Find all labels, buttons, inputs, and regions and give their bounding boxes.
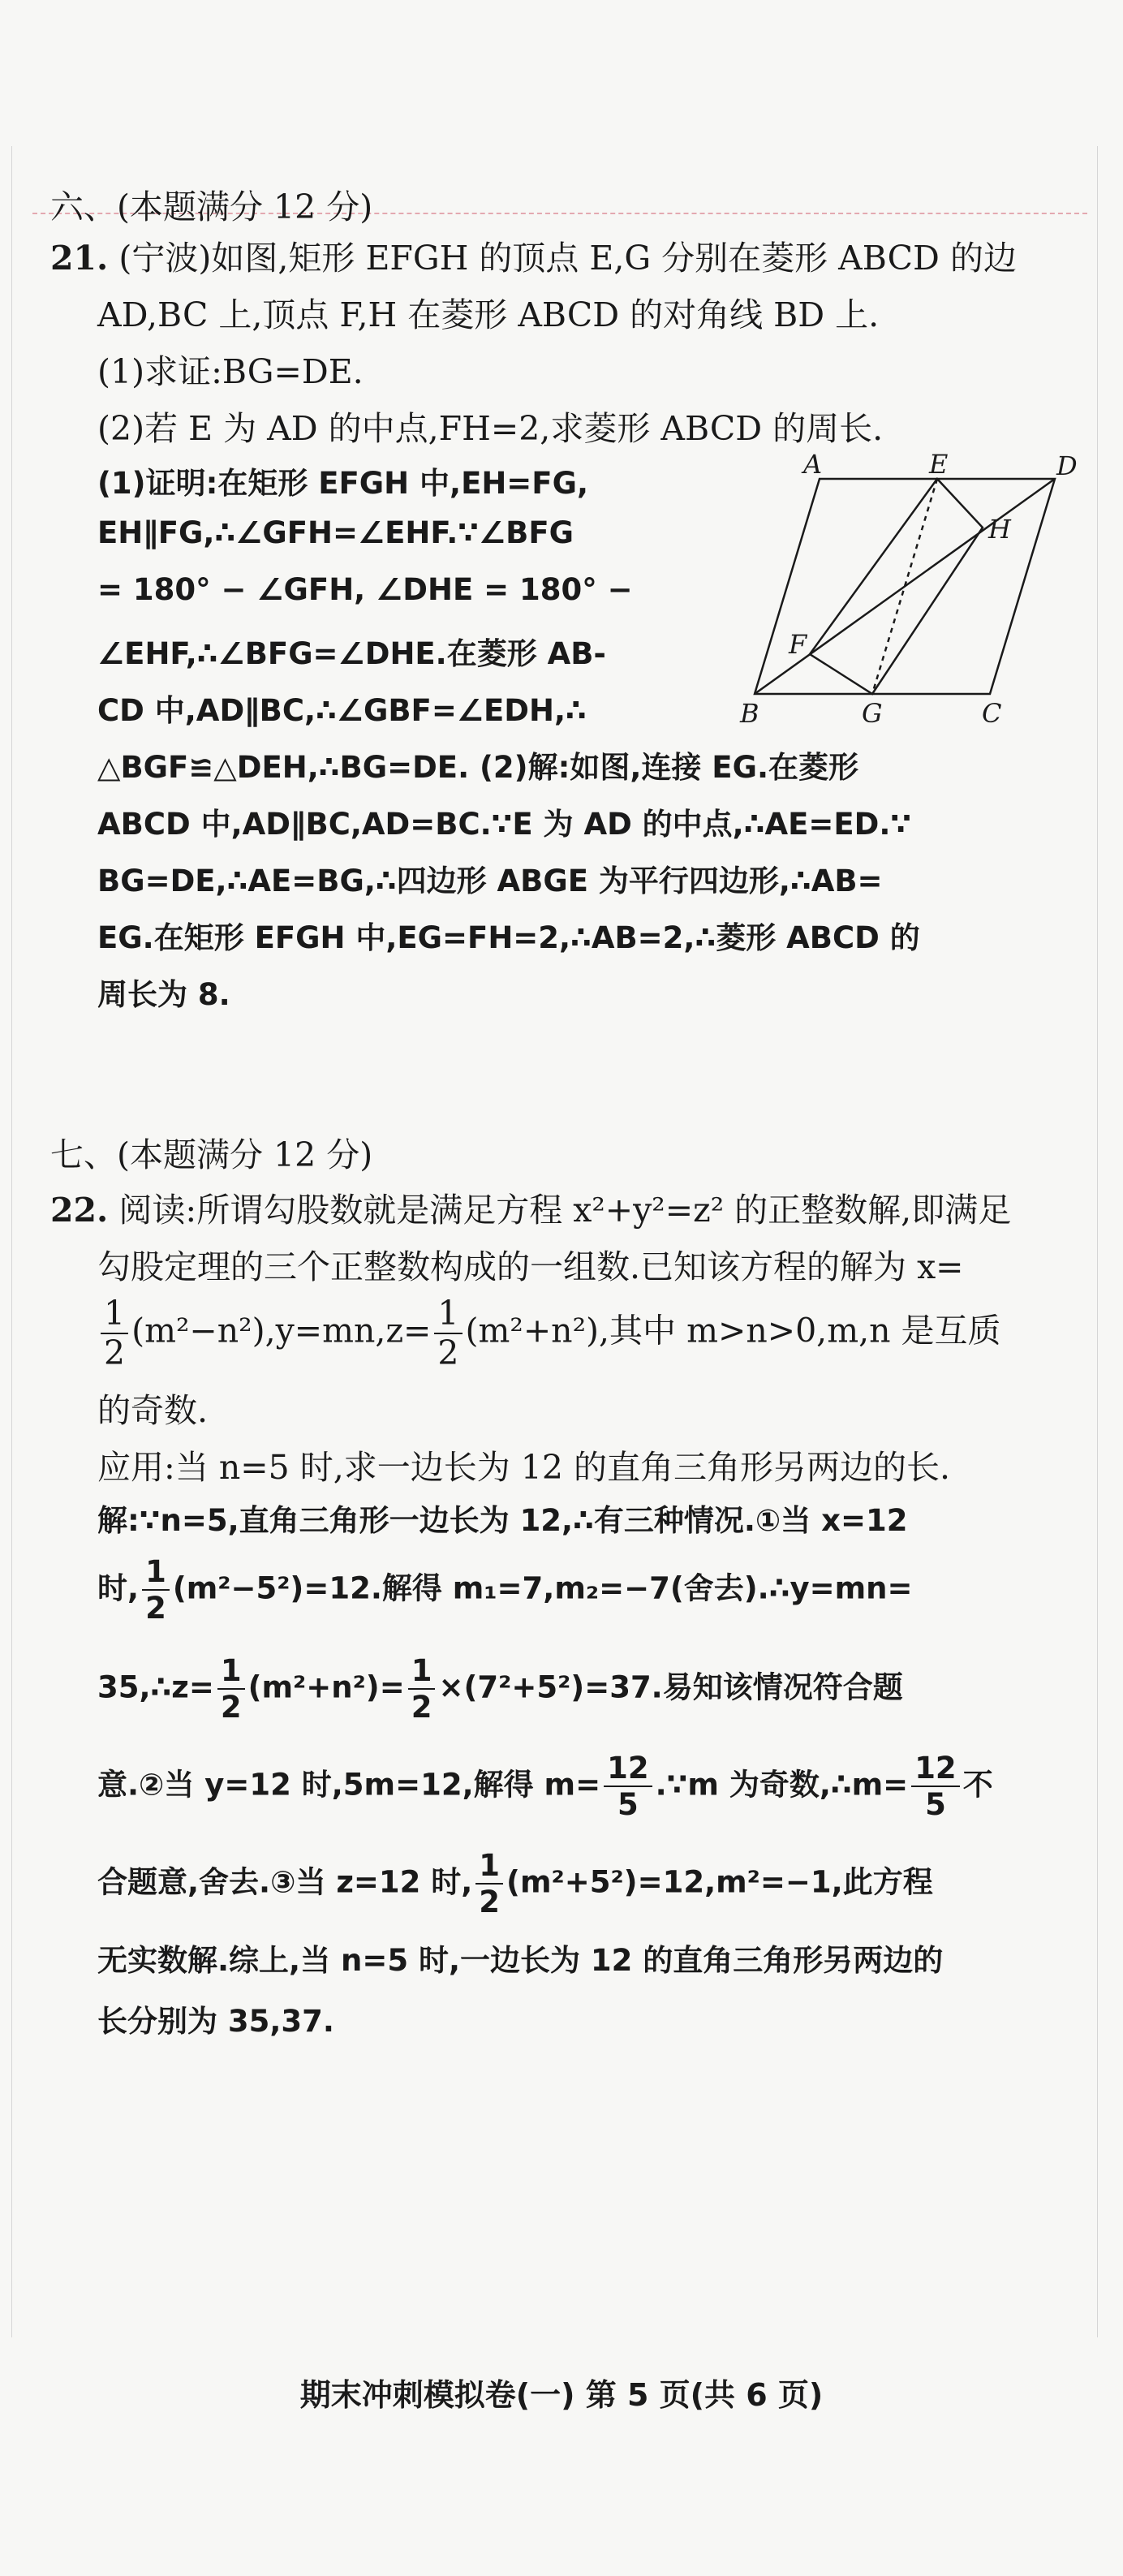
ans5-part-b: (m²+5²)=12,m²=−1,此方程 <box>506 1864 933 1900</box>
q21-line-2: AD,BC 上,顶点 F,H 在菱形 ABCD 的对角线 BD 上. <box>97 295 880 334</box>
label-c: C <box>982 698 1002 729</box>
q21-answer-line-10: 周长为 8. <box>97 977 230 1012</box>
rectangle-efgh <box>810 479 983 694</box>
q21-answer-line-9: EG.在矩形 EFGH 中,EG=FH=2,∴AB=2,∴菱形 ABCD 的 <box>97 920 920 955</box>
ans3-part-a: 35,∴z= <box>97 1669 214 1705</box>
q21-answer-line-1: (1)证明:在矩形 EFGH 中,EH=FG, <box>97 466 589 501</box>
q22-answer-line-7: 长分别为 35,37. <box>97 2004 334 2039</box>
fraction-one-half: $\frac{1}{2}$ <box>475 1850 503 1917</box>
ans5-part-a: 合题意,舍去.③当 z=12 时, <box>97 1864 473 1900</box>
q22-line-3 <box>97 1294 1001 1372</box>
ans3-part-b: (m²+n²)= <box>247 1669 405 1705</box>
label-f: F <box>789 629 807 660</box>
rhombus-diagram <box>738 450 1087 730</box>
q22-answer-line-1: 解:∵n=5,直角三角形一边长为 12,∴有三种情况.①当 x=12 <box>97 1503 908 1538</box>
ans4-part-a: 意.②当 y=12 时,5m=12,解得 m= <box>97 1767 601 1803</box>
q22-text-1: 阅读:所谓勾股数就是满足方程 x²+y²=z² 的正整数解,即满足 <box>118 1191 1012 1230</box>
q21-answer-line-6: △BGF≌△DEH,∴BG=DE. (2)解:如图,连接 EG.在菱形 <box>97 750 859 785</box>
q21-answer-line-4: ∠EHF,∴∠BFG=∠DHE.在菱形 AB- <box>97 636 606 671</box>
ans2-part-b: (m²−5²)=12.解得 m₁=7,m₂=−7(舍去).∴y=mn= <box>172 1570 913 1606</box>
ans4-part-c: 不 <box>962 1767 993 1803</box>
page-footer: 期末冲刺模拟卷(一) 第 5 页(共 6 页) <box>299 2377 824 2413</box>
ans3-part-c: ×(7²+5²)=37.易知该情况符合题 <box>438 1669 903 1705</box>
rhombus-figure <box>738 450 1087 730</box>
label-g: G <box>862 698 883 729</box>
fraction-twelve-fifths: $\frac{12}{5}$ <box>604 1753 652 1820</box>
q22-answer-line-6: 无实数解.综上,当 n=5 时,一边长为 12 的直角三角形另两边的 <box>97 1943 944 1978</box>
q21-line-4: (2)若 E 为 AD 的中点,FH=2,求菱形 ABCD 的周长. <box>97 409 884 448</box>
q21-answer-line-3: = 180° − ∠GFH, ∠DHE = 180° − <box>97 572 633 607</box>
fraction-one-half: $\frac{1}{2}$ <box>408 1656 436 1722</box>
label-b: B <box>740 698 759 729</box>
label-h: H <box>988 514 1011 545</box>
q21-answer-line-2: EH∥FG,∴∠GFH=∠EHF.∵∠BFG <box>97 515 574 550</box>
fraction-twelve-fifths: $\frac{12}{5}$ <box>911 1753 960 1820</box>
fraction-one-half: $\frac{1}{2}$ <box>142 1557 170 1623</box>
q21-text-1: (宁波)如图,矩形 EFGH 的顶点 E,G 分别在菱形 ABCD 的边 <box>118 239 1017 278</box>
q22-line-4: 的奇数. <box>97 1391 209 1430</box>
q22-line-3-part-b: (m²+n²),其中 m>n>0,m,n 是互质 <box>465 1311 1001 1350</box>
fraction-one-half: $\frac{1}{2}$ <box>101 1297 128 1370</box>
q22-number: 22. <box>50 1191 109 1230</box>
q22-line-5: 应用:当 n=5 时,求一边长为 12 的直角三角形另两边的长. <box>97 1448 951 1487</box>
fraction-one-half: $\frac{1}{2}$ <box>217 1656 245 1722</box>
q22-answer-line-4 <box>97 1753 993 1820</box>
q21-number: 21. <box>50 239 109 278</box>
q22-answer-line-2 <box>97 1554 913 1626</box>
label-a: A <box>803 450 823 480</box>
q22-line-2: 勾股定理的三个正整数构成的一组数.已知该方程的解为 x= <box>97 1247 964 1286</box>
q21-line-1 <box>50 231 1017 279</box>
section-7-heading: 七、(本题满分 12 分) <box>50 1135 373 1174</box>
right-margin-rule <box>1097 146 1098 2337</box>
ans2-part-a: 时, <box>97 1570 140 1606</box>
label-e: E <box>929 450 949 480</box>
ans4-part-b: .∵m 为奇数,∴m= <box>655 1767 909 1803</box>
q22-line-1 <box>50 1183 1011 1231</box>
fraction-one-half: $\frac{1}{2}$ <box>434 1297 462 1370</box>
q21-answer-line-7: ABCD 中,AD∥BC,AD=BC.∵E 为 AD 的中点,∴AE=ED.∵ <box>97 807 912 842</box>
label-d: D <box>1056 450 1078 481</box>
q21-line-3: (1)求证:BG=DE. <box>97 352 364 391</box>
q21-answer-line-5: CD 中,AD∥BC,∴∠GBF=∠EDH,∴ <box>97 693 587 728</box>
q22-answer-line-5 <box>97 1850 933 1917</box>
q22-line-3-part-a: (m²−n²),y=mn,z= <box>131 1311 432 1350</box>
section-6-heading: 六、(本题满分 12 分) <box>50 187 373 226</box>
q21-answer-line-8: BG=DE,∴AE=BG,∴四边形 ABGE 为平行四边形,∴AB= <box>97 864 883 898</box>
left-margin-rule <box>11 146 12 2337</box>
diagonal-bd <box>755 479 1055 694</box>
q22-answer-line-3 <box>97 1653 903 1725</box>
